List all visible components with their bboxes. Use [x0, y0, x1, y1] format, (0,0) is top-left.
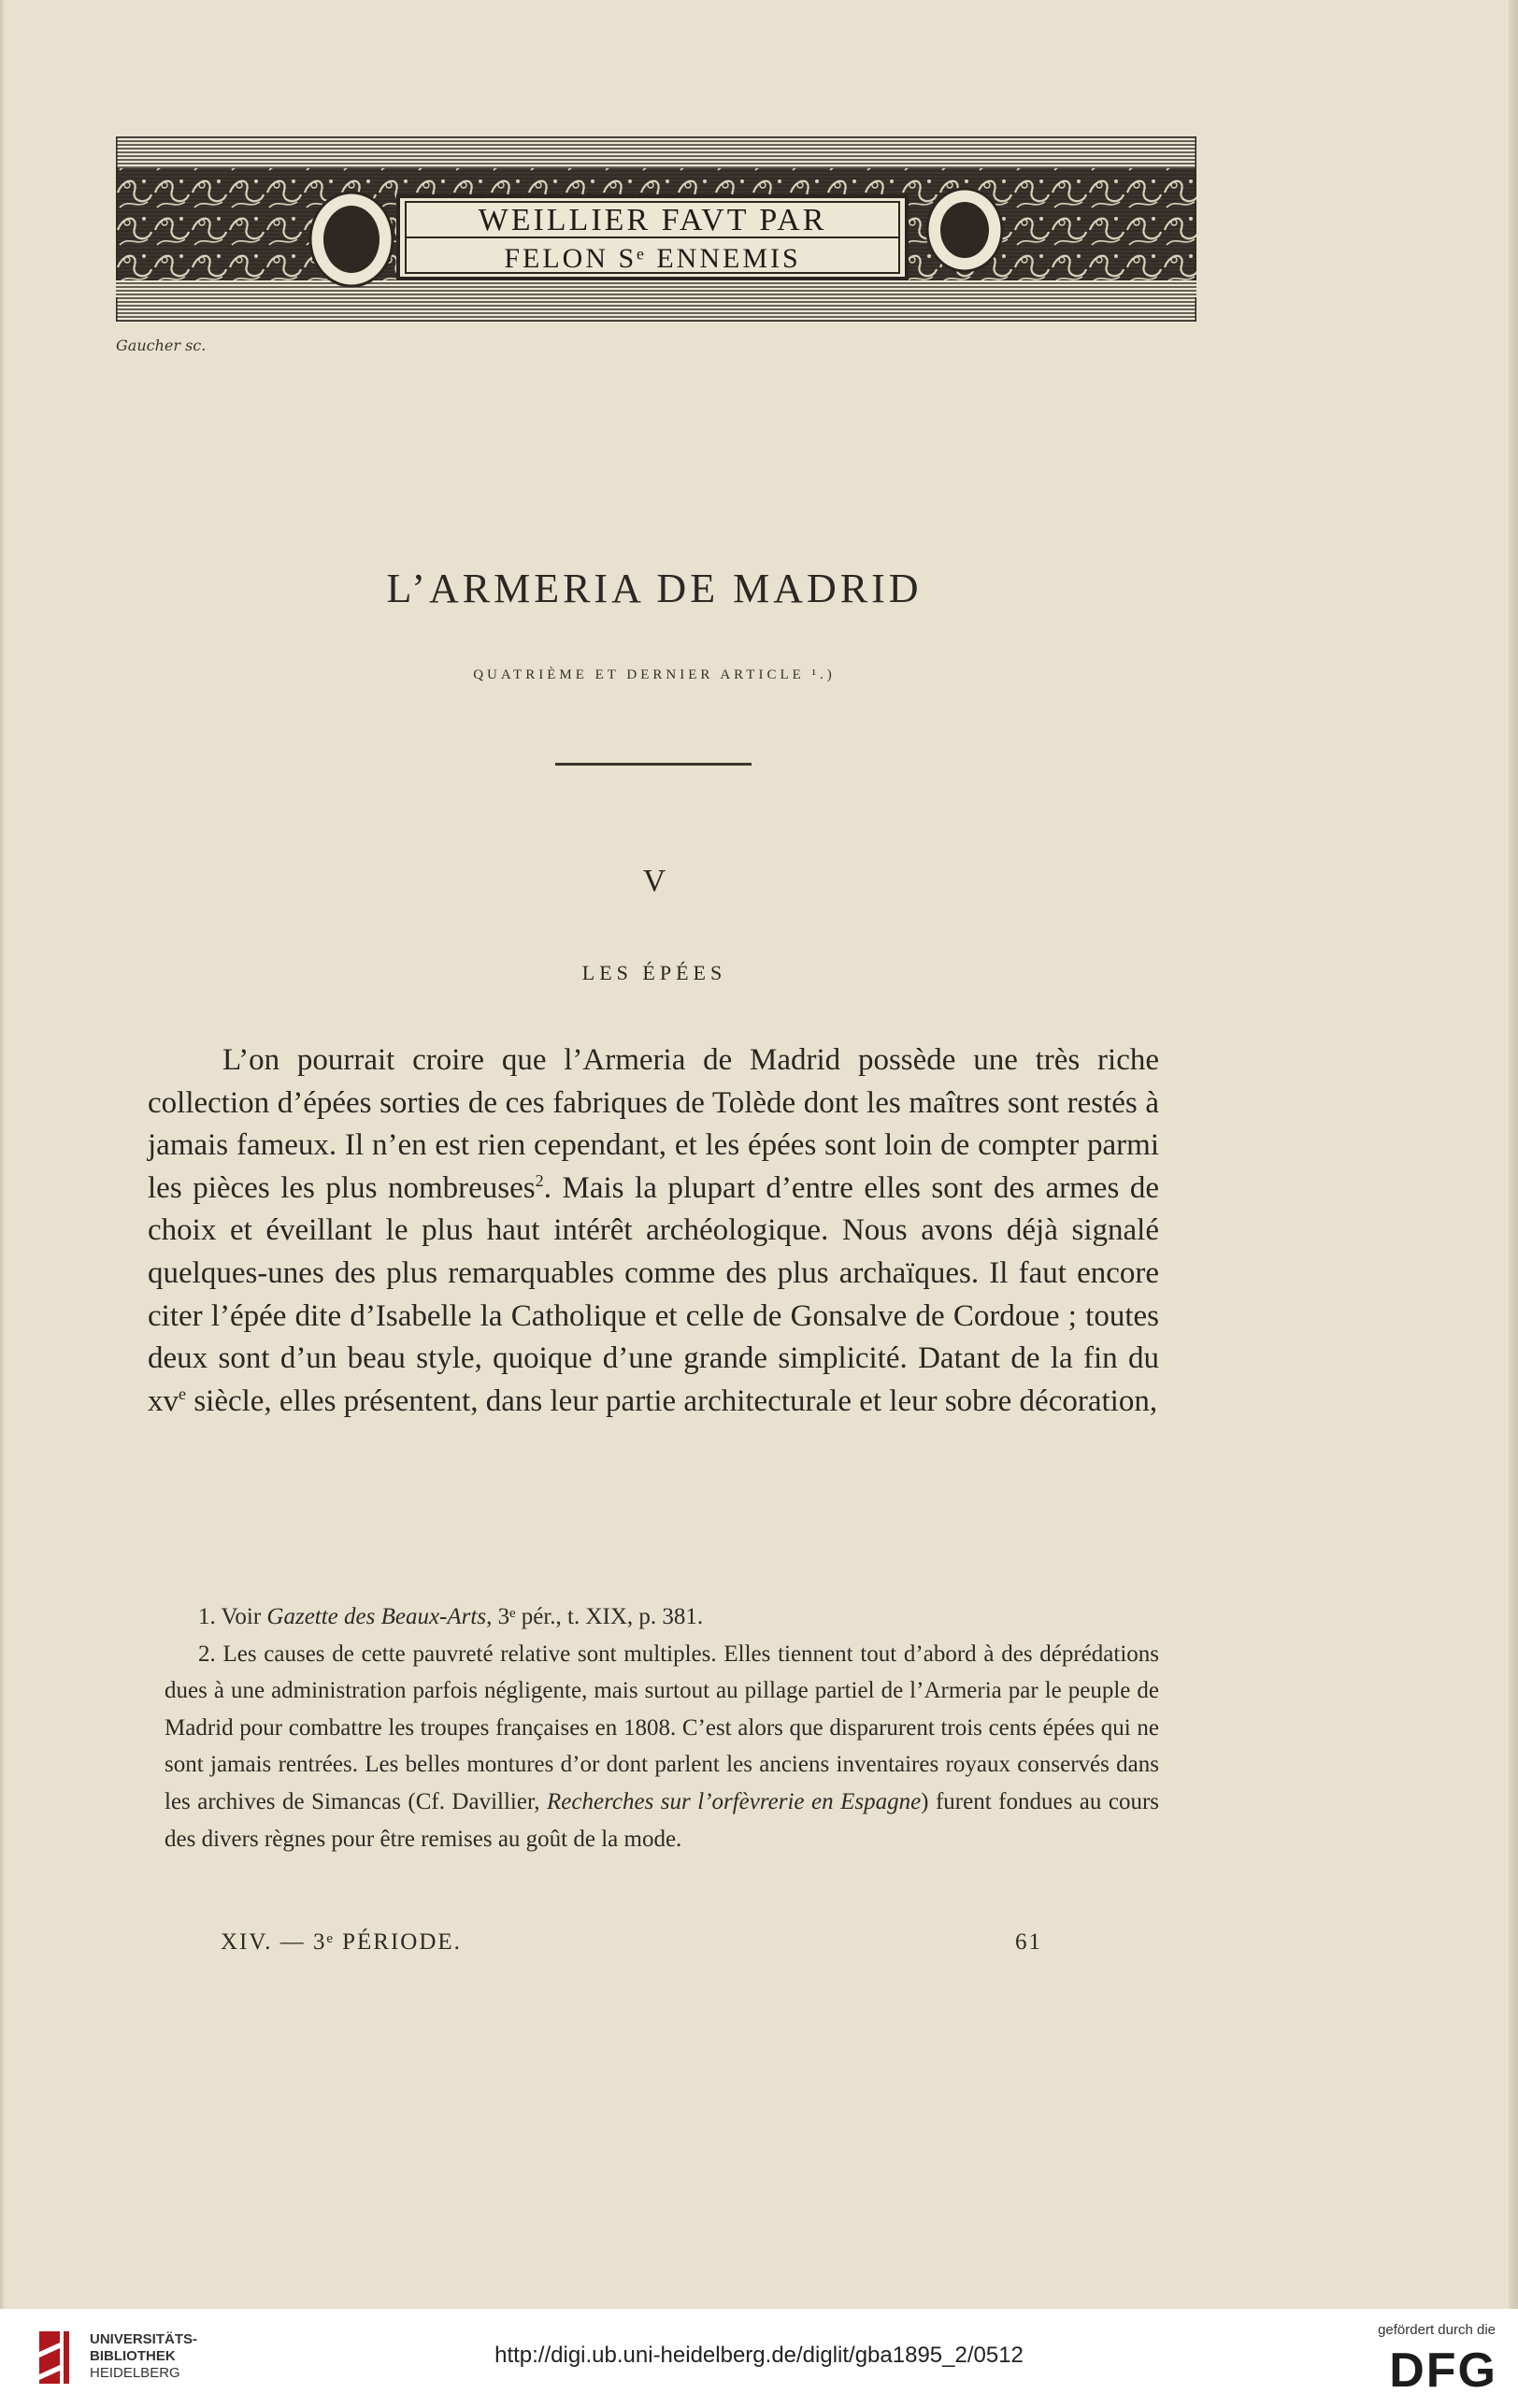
- footnote-2-text-b: ) furent fondues au cours des divers règnes pour être remises au goût de la mode.: [165, 1788, 1159, 1852]
- footnote-1-rest: , 3ᵉ pér., t. XIX, p. 381.: [486, 1604, 704, 1629]
- article-subtitle: QUATRIÈME ET DERNIER ARTICLE ¹.): [473, 667, 836, 682]
- footnote-2: [165, 1636, 1159, 1858]
- banner-motto-line1: WEILLIER FAVT PAR: [478, 203, 827, 237]
- century-superscript: e: [179, 1383, 187, 1403]
- footnote-1: [165, 1598, 1159, 1636]
- engraved-banner-illustration: [116, 136, 1196, 322]
- ornamental-headpiece: [116, 136, 1196, 322]
- footnote-2-book: Recherches sur l’orfèvrerie en Espagne: [547, 1788, 922, 1814]
- running-footer-volume: XIV. — 3ᵉ PÉRIODE.: [221, 1929, 462, 1955]
- footnote-ref-2: 2: [535, 1170, 544, 1190]
- banner-motto-line2: FELON Sᵉ ENNEMIS: [504, 243, 801, 274]
- engraver-signature: Gaucher sc.: [116, 337, 207, 354]
- library-name-line1: UNIVERSITÄTS-: [90, 2331, 198, 2347]
- library-name-line3: HEIDELBERG: [90, 2365, 180, 2381]
- footnote-1-journal: Gazette des Beaux-Arts: [266, 1604, 487, 1629]
- library-name-line2: BIBLIOTHEK: [90, 2348, 176, 2364]
- body-text-part2: . Mais la plupart d’entre elles sont des armes de choix et éveillant le plus haut intérêt archéologique. Nous avons déjà signalé quelques-unes des plus remarquables comme des plus archaïques. Il faut encore citer l’épée dite d’Isabelle la Catholique et celle de Gonsalve de Cordoue ; toutes deux sont d’un beau style, quoique d’une grande simplicité. Datant de la fin du xv: [148, 1170, 1159, 1418]
- page-edge-right: [1509, 0, 1518, 2309]
- body-paragraph: [148, 1039, 1159, 1423]
- section-number: V: [642, 864, 666, 898]
- body-text-part3: siècle, elles présentent, dans leur partie architecturale et leur sobre décoration,: [186, 1383, 1158, 1418]
- page-edge-left: [0, 0, 6, 2309]
- footnote-1-prefix: 1. Voir: [198, 1604, 267, 1629]
- permalink-url[interactable]: http://digi.ub.uni-heidelberg.de/diglit/gba1895_2/0512: [494, 2343, 1024, 2368]
- title-divider: [555, 763, 752, 766]
- viewer-footer: [0, 2309, 1518, 2408]
- footnotes: [165, 1598, 1159, 1857]
- page-number: 61: [1015, 1929, 1042, 1955]
- footnote-2-text-a: 2. Les causes de cette pauvreté relative sont multiples. Elles tiennent tout d’abord à des déprédations dues à une administration parfois négligente, mais surtout au pillage partiel de l’Armeria par le peuple de Madrid pour combattre les troupes françaises en 1808. C’est alors que disparurent trois cents épées qui ne sont jamais rentrées. Les belles montures d’or dont parlent les anciens inventaires royaux conservés dans les archives de Simancas (Cf. Davillier,: [165, 1641, 1159, 1814]
- dfg-logo: DFG: [1389, 2344, 1497, 2398]
- body-text-part1: L’on pourrait croire que l’Armeria de Madrid possède une très riche collection d’épées sorties de ces fabriques de Tolède dont les maîtres sont restés à jamais fameux. Il n’en est rien cependant, et les épées sont loin de compter parmi les pièces les plus nombreuses: [148, 1043, 1159, 1205]
- section-title: LES ÉPÉES: [581, 961, 727, 984]
- article-title: L’ARMERIA DE MADRID: [386, 566, 923, 611]
- funder-caption: gefördert durch die: [1378, 2322, 1496, 2338]
